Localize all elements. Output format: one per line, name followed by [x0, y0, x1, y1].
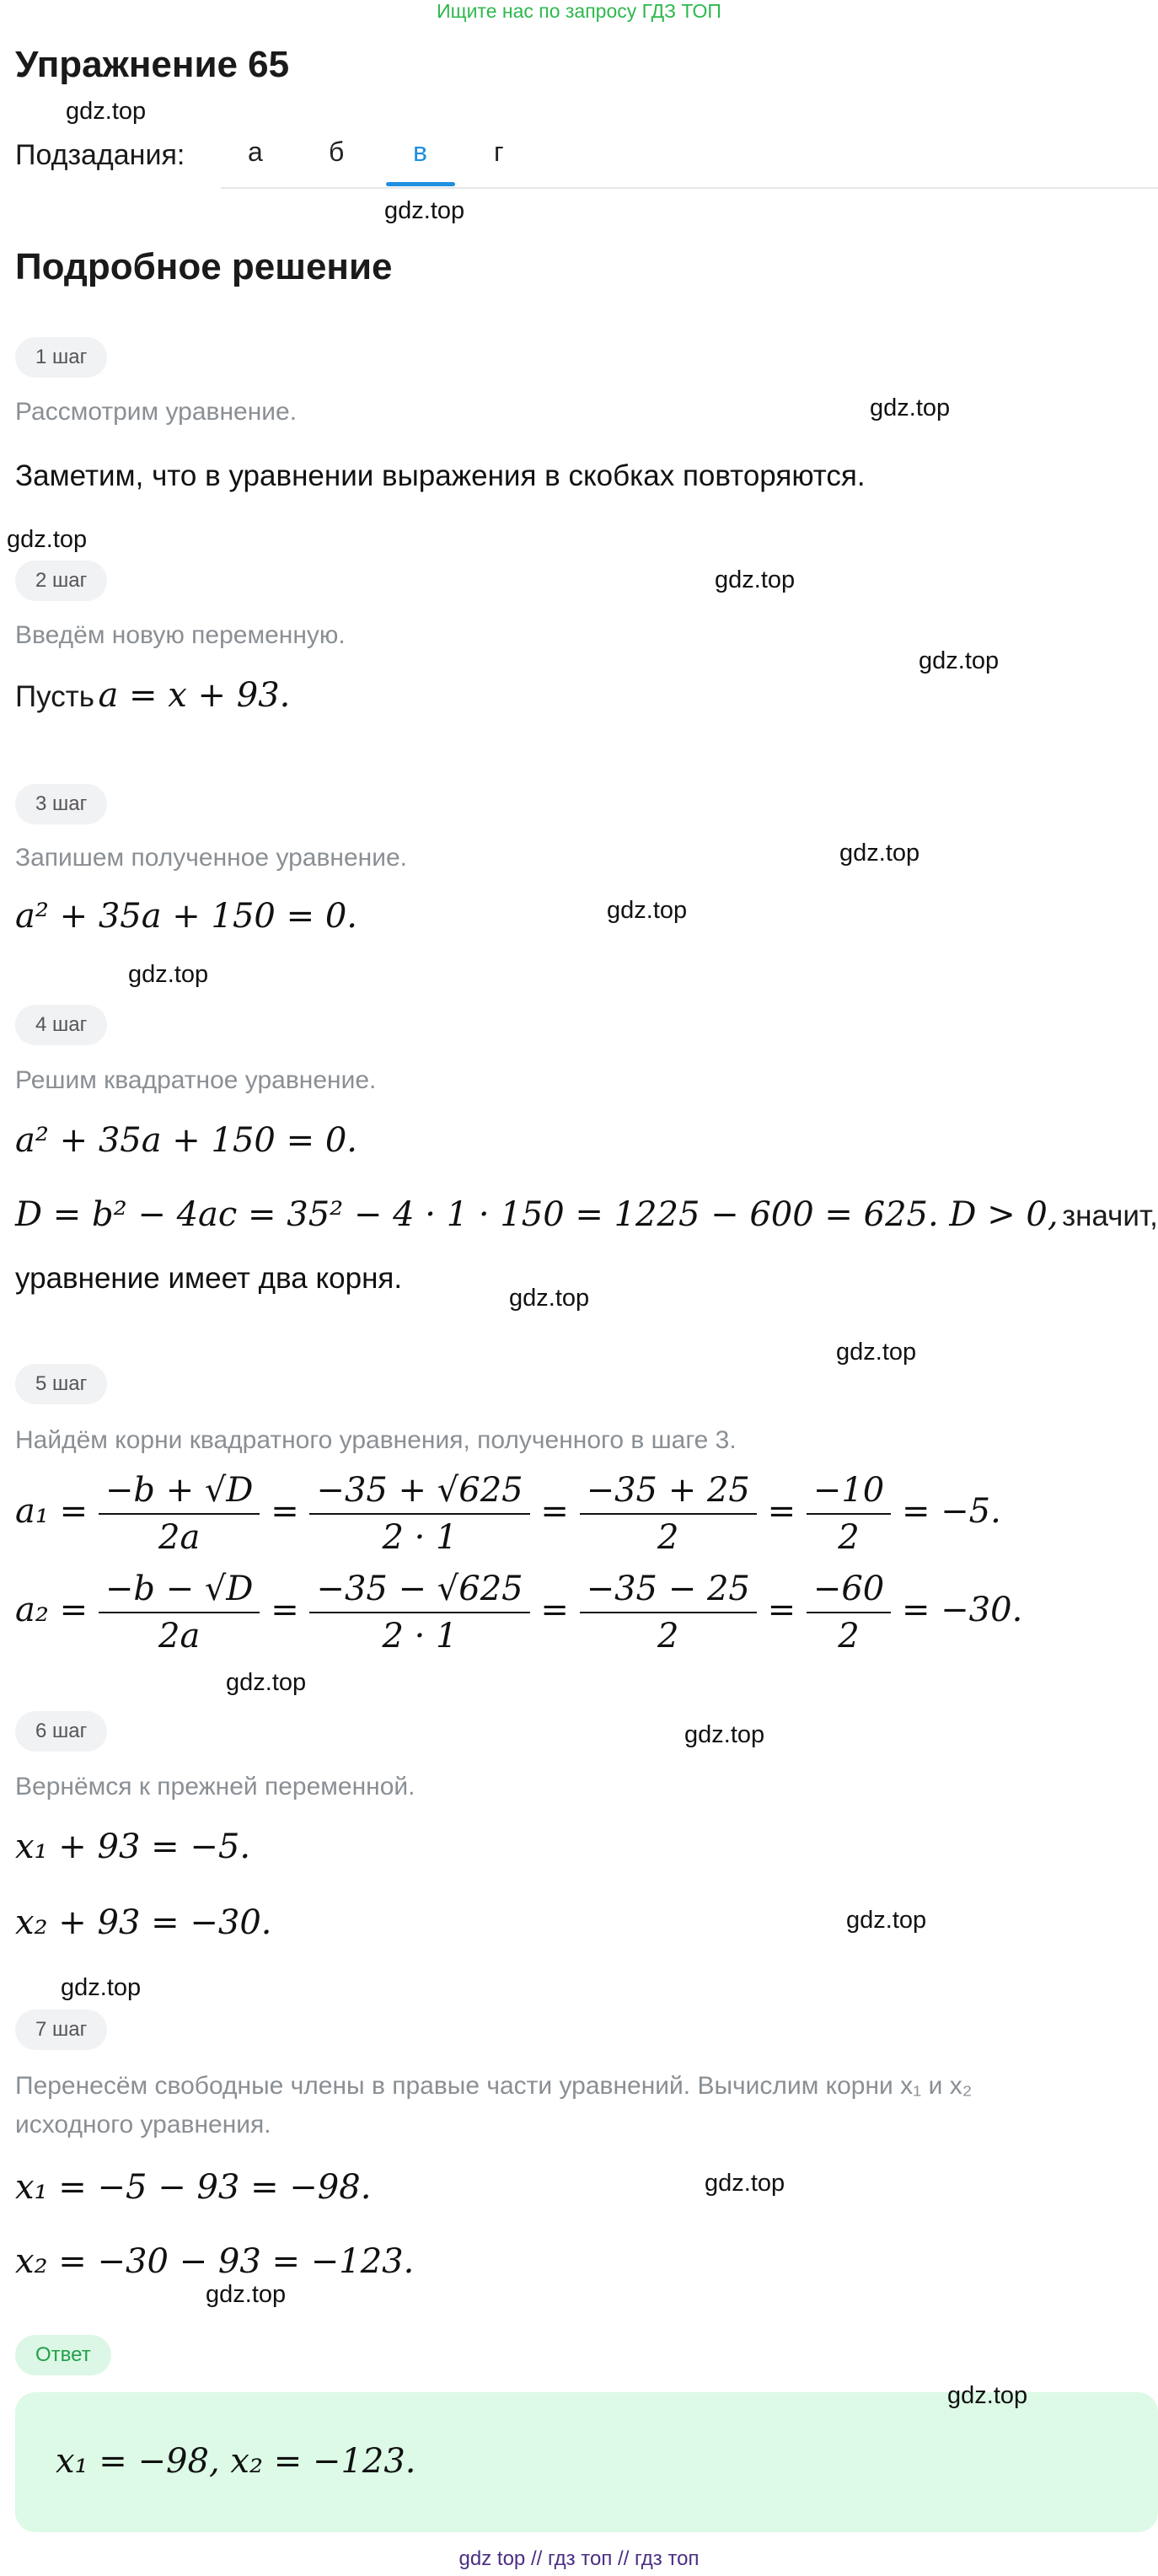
step-badge: 5 шаг	[15, 1364, 107, 1404]
exercise-title: Упражнение 65	[15, 44, 290, 85]
tab-a[interactable]: а	[248, 137, 263, 167]
step-text: уравнение имеет два корня.	[15, 1262, 403, 1295]
step-description: Запишем полученное уравнение.	[15, 844, 408, 872]
step-badge: 2 шаг	[15, 561, 107, 601]
step-math-line	[15, 676, 290, 715]
watermark: gdz.top	[509, 1285, 590, 1312]
watermark: gdz.top	[61, 1974, 142, 2001]
watermark: gdz.top	[206, 2281, 287, 2308]
step-description: Решим квадратное уравнение.	[15, 1066, 377, 1094]
solution-title: Подробное решение	[15, 246, 393, 287]
math-expression: x₁ = −5 − 93 = −98.	[15, 2168, 372, 2207]
tab-b[interactable]: б	[329, 137, 345, 167]
answer-badge: Ответ	[15, 2335, 111, 2375]
watermark: gdz.top	[7, 526, 88, 553]
subtasks-tabs	[221, 126, 1158, 189]
step-description: Вернёмся к прежней переменной.	[15, 1773, 415, 1801]
math-expression: a² + 35a + 150 = 0.	[15, 897, 357, 936]
step-description: исходного уравнения.	[15, 2111, 271, 2139]
step-badge: 6 шаг	[15, 1711, 107, 1752]
watermark: gdz.top	[684, 1721, 765, 1748]
watermark: gdz.top	[66, 98, 147, 125]
step-math-line	[15, 1195, 1158, 1234]
step-badge: 3 шаг	[15, 784, 107, 824]
top-banner-link[interactable]: Ищите нас по запросу ГДЗ ТОП	[437, 0, 721, 22]
step-badge: 7 шаг	[15, 2010, 107, 2050]
watermark: gdz.top	[839, 840, 920, 867]
step-badge: 4 шаг	[15, 1005, 107, 1045]
step-badge: 1 шаг	[15, 337, 107, 378]
step-description: Рассмотрим уравнение.	[15, 398, 298, 426]
step-text: значит,	[1062, 1199, 1158, 1232]
active-tab-indicator	[386, 182, 455, 186]
step-description: Найдём корни квадратного уравнения, полученного в шаге 3.	[15, 1426, 737, 1454]
math-expression: D = b² − 4ac = 35² − 4 · 1 · 150 = 1225 − 600 = 625. D > 0,	[15, 1195, 1059, 1234]
step-text: Пусть	[15, 680, 95, 713]
watermark: gdz.top	[919, 647, 1000, 674]
watermark: gdz.top	[836, 1339, 917, 1366]
footer-links[interactable]: gdz top // гдз топ // гдз топ	[458, 2547, 700, 2570]
math-expression: x₂ + 93 = −30.	[15, 1903, 272, 1942]
watermark: gdz.top	[607, 897, 688, 924]
tab-g[interactable]: г	[494, 137, 504, 167]
answer-value: x₁ = −98, x₂ = −123.	[56, 2442, 416, 2481]
watermark: gdz.top	[705, 2170, 785, 2197]
subtasks-label: Подзадания:	[15, 139, 185, 171]
math-expression: x₁ + 93 = −5.	[15, 1827, 251, 1866]
root-a1-formula: a₁ = $\frac{-b + √D}{2a}$ = $\frac{-35 + √625}{2 \cdot 1}$ = $\frac{-35 + 25}{2}$ = $\frac{-10}{2}$ = −5.	[15, 1471, 1001, 1557]
math-expression: a = x + 93.	[98, 676, 291, 715]
root-a2-formula: a₂ = $\frac{-b - √D}{2a}$ = $\frac{-35 - √625}{2 \cdot 1}$ = $\frac{-35 - 25}{2}$ = $\frac{-60}{2}$ = −30.	[15, 1570, 1023, 1656]
step-description: Введём новую переменную.	[15, 621, 346, 649]
step-text: Заметим, что в уравнении выражения в скобках повторяются.	[15, 459, 866, 492]
step-description: Перенесём свободные члены в правые части уравнений. Вычислим корни x₁ и x₂	[15, 2072, 973, 2100]
watermark: gdz.top	[947, 2382, 1028, 2409]
watermark: gdz.top	[715, 566, 796, 593]
watermark: gdz.top	[384, 197, 465, 224]
tab-v[interactable]: в	[413, 137, 427, 167]
math-expression: x₂ = −30 − 93 = −123.	[15, 2242, 415, 2281]
watermark: gdz.top	[226, 1669, 307, 1696]
math-expression: a² + 35a + 150 = 0.	[15, 1121, 357, 1160]
watermark: gdz.top	[870, 394, 951, 421]
watermark: gdz.top	[846, 1907, 927, 1934]
watermark: gdz.top	[128, 961, 209, 988]
